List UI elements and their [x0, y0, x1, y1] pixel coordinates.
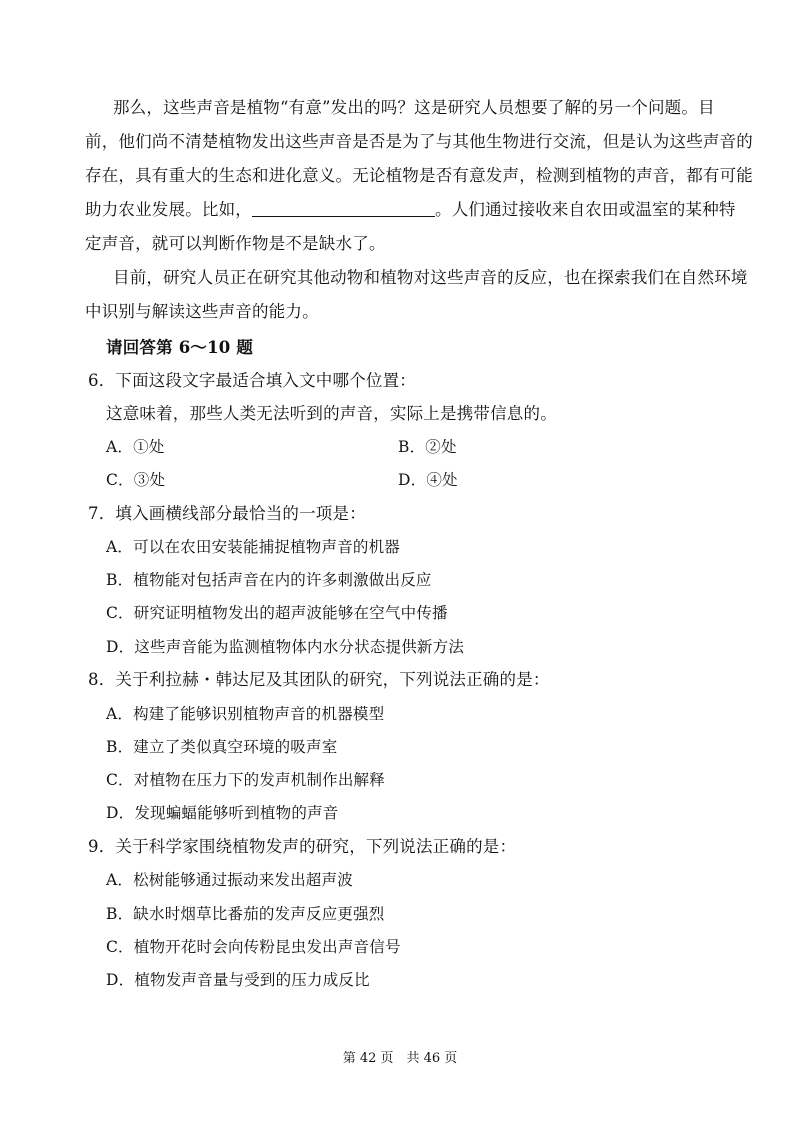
page-number-footer: 第 42 页 共 46 页	[342, 1051, 458, 1066]
question-8-option-a: A．构建了能够识别植物声音的机器模型	[106, 705, 385, 723]
passage-p1-line1: 那么，这些声音是植物“有意”发出的吗？这是研究人员想要了解的另一个问题。目	[113, 98, 715, 117]
question-9-option-d: D．植物发声音量与受到的压力成反比	[106, 971, 370, 989]
question-6-option-b: B．②处	[398, 438, 457, 456]
passage-p2-line2: 中识别与解读这些声音的能力。	[85, 302, 319, 321]
question-7-option-a: A．可以在农田安装能捕捉植物声音的机器	[106, 538, 400, 556]
question-8-option-b: B．建立了类似真空环境的吸声室	[106, 738, 338, 756]
question-7-option-d: D．这些声音能为监测植物体内水分状态提供新方法	[106, 638, 465, 656]
passage-p1-line4-before-blank: 助力农业发展。比如，	[85, 200, 252, 219]
passage-p1-line4	[85, 199, 736, 221]
question-6-stem: 6．下面这段文字最适合填入文中哪个位置：	[88, 371, 416, 390]
question-9-stem: 9．关于科学家围绕植物发声的研究，下列说法正确的是：	[88, 837, 517, 856]
question-9-option-b: B．缺水时烟草比番茄的发声反应更强烈	[106, 905, 385, 923]
question-6-option-d: D．④处	[398, 471, 458, 489]
fill-in-blank	[252, 215, 435, 217]
question-9-option-a: A．松树能够通过振动来发出超声波	[106, 871, 353, 889]
question-6-option-c: C．③处	[106, 471, 166, 489]
question-8-option-c: C．对植物在压力下的发声机制作出解释	[106, 771, 385, 789]
passage-p1-line2: 前，他们尚不清楚植物发出这些声音是否是为了与其他生物进行交流，但是认为这些声音的	[85, 132, 753, 151]
passage-p1-line5: 定声音，就可以判断作物是不是缺水了。	[85, 234, 386, 253]
passage-p1-line4-after-blank: 。人们通过接收来自农田或温室的某种特	[435, 200, 736, 219]
passage-p1-line3: 存在，具有重大的生态和进化意义。无论植物是否有意发声，检测到植物的声音，都有可能	[85, 166, 753, 185]
question-7-option-c: C．研究证明植物发出的超声波能够在空气中传播	[106, 604, 448, 622]
question-9-option-c: C．植物开花时会向传粉昆虫发出声音信号	[106, 938, 401, 956]
question-8-stem: 8．关于利拉赫・韩达尼及其团队的研究，下列说法正确的是：	[88, 670, 550, 689]
question-7-option-b: B．植物能对包括声音在内的许多刺激做出反应	[106, 571, 432, 589]
passage-p2-line1: 目前，研究人员正在研究其他动物和植物对这些声音的反应，也在探索我们在自然环境	[113, 268, 748, 287]
question-6-option-a: A．①处	[106, 438, 165, 456]
question-6-quote: 这意味着，那些人类无法听到的声音，实际上是携带信息的。	[106, 404, 557, 423]
question-7-stem: 7．填入画横线部分最恰当的一项是：	[88, 504, 366, 523]
question-8-option-d: D．发现蝙蝠能够听到植物的声音	[106, 804, 339, 822]
section-heading: 请回答第 6～10 题	[106, 338, 254, 357]
